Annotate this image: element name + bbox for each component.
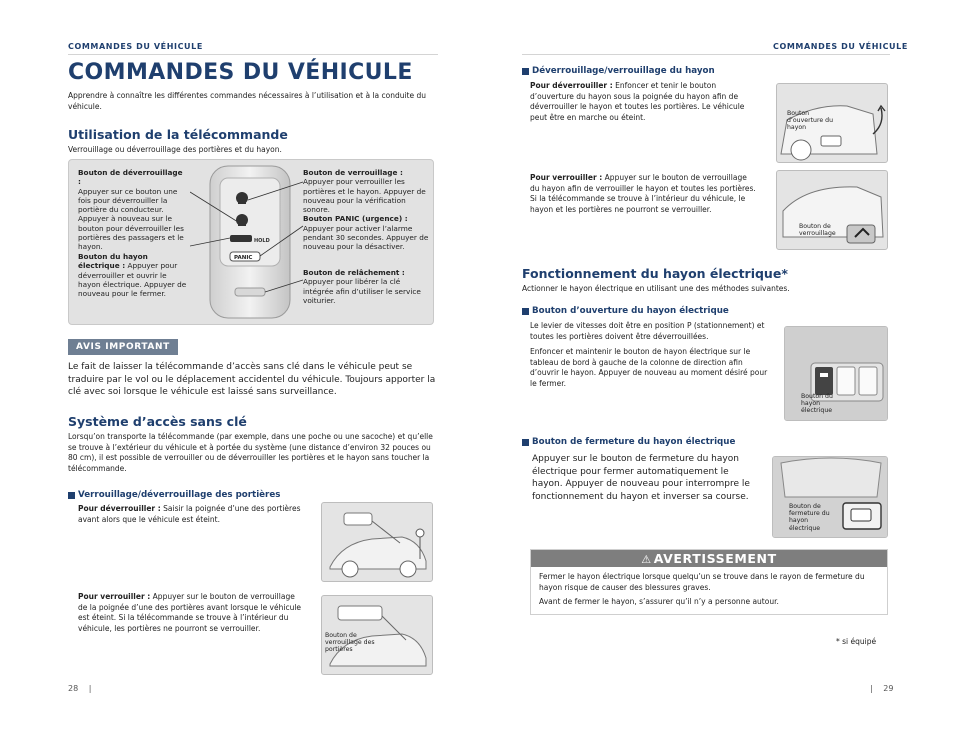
page-title: COMMANDES DU VÉHICULE <box>68 60 413 85</box>
important-notice-badge: AVIS IMPORTANT <box>68 339 178 355</box>
warning-header <box>531 550 887 567</box>
door-handle-unlock-image <box>321 502 433 582</box>
tailgate-heading-text: Déverrouillage/verrouillage du hayon <box>532 66 715 76</box>
door-lock-desc: Appuyer sur le bouton de verrouillage de la poignée d’une des portières avant lorsque le véhicule est éteint. Si la télécommande se trouve à l’intérieur du véhicule, les portières ne pourront se verrouiller. <box>78 592 302 633</box>
right-page-number: | 29 <box>870 684 894 693</box>
door-lock-button-caption: Bouton de verrouillage des portières <box>325 632 375 654</box>
bullet-square-icon <box>68 492 75 499</box>
left-header-rule <box>68 54 438 55</box>
open-button-p1: Le levier de vitesses doit être en position P (stationnement) et toutes les portières doivent être déverrouillées. <box>530 321 765 341</box>
important-notice-text: Le fait de laisser la télécommande d’accès sans clé dans le véhicule peut se traduire par le vol ou le déplacement accidentel du véhicule. Toujours apporter la clé avec soi lorsque le véhicule est laissé sans surveillance. <box>68 362 436 398</box>
bullet-square-icon <box>522 439 529 446</box>
tailgate-close-button-image <box>772 456 888 538</box>
open-button-p2: Enfoncer et maintenir le bouton de hayon électrique sur le tableau de bord à gauche de la colonne de direction afin d’ouvrir le hayon. Appuyer de nouveau au moment désiré pour le fermer. <box>530 347 768 388</box>
power-tailgate-subtitle: Actionner le hayon électrique en utilisant une des méthodes suivantes. <box>522 284 790 293</box>
tailgate-unlock-label: Pour déverrouiller : <box>530 81 613 90</box>
fob-panic-text: PANIC <box>234 255 253 261</box>
unlock-button-label <box>78 168 188 252</box>
dashboard-tailgate-caption: Bouton du hayon électrique <box>801 393 833 415</box>
power-tailgate-heading: Fonctionnement du hayon électrique* <box>522 266 788 281</box>
tailgate-lock-desc: Appuyer sur le bouton de verrouillage du hayon afin de verrouiller le hayon et toutes les portières. Si la télécommande se trouve à l’intérieur du véhicule, le hayon et les portières ne pourront se verrouiller. <box>530 173 756 214</box>
dashboard-tailgate-button-image <box>784 326 888 421</box>
door-unlock-label: Pour déverrouiller : <box>78 504 161 513</box>
warning-box <box>530 549 888 615</box>
close-button-text: Appuyer sur le bouton de fermeture du hayon électrique pour fermer automatiquement le hayon. Appuyer de nouveau pour interrompre le fonctionnement du hayon et inverser sa course. <box>532 454 750 502</box>
keyless-heading: Système d’accès sans clé <box>68 414 247 429</box>
footnote: * si équipé <box>836 637 877 646</box>
tailgate-lock-label: Pour verrouiller : <box>530 173 603 182</box>
remote-heading: Utilisation de la télécommande <box>68 127 288 142</box>
right-header-rule <box>522 54 890 55</box>
hatch-button-title: Bouton du hayon électrique : <box>78 252 148 271</box>
tailgate-heading <box>522 66 715 76</box>
tailgate-open-button-image <box>776 83 888 163</box>
lock-button-title: Bouton de verrouillage : <box>303 168 403 177</box>
unlock-button-text: Appuyer sur ce bouton une fois pour déverrouiller la portière du conducteur. Appuyer à nouveau sur le bouton pour déverrouiller les portières des passagers et le hayon. <box>78 186 184 252</box>
door-unlock-text <box>78 504 308 525</box>
right-running-header: COMMANDES DU VÉHICULE <box>773 42 908 51</box>
warning-title: AVERTISSEMENT <box>653 551 777 566</box>
door-lock-subheading <box>68 490 280 500</box>
left-page-number-value: 28 <box>68 684 79 693</box>
tailgate-close-caption: Bouton de fermeture du hayon électrique <box>789 503 830 532</box>
open-button-heading-text: Bouton d’ouverture du hayon électrique <box>532 306 729 316</box>
door-lock-subheading-text: Verrouillage/déverrouillage des portières <box>78 490 281 500</box>
hatch-button-label <box>78 252 188 298</box>
hatch-button-text: Appuyer pour déverrouiller et ouvrir le hayon électrique. Appuyer de nouveau pour le fermer. <box>78 261 187 299</box>
close-button-heading-text: Bouton de fermeture du hayon électrique <box>532 437 736 447</box>
intro-text: Apprendre à connaître les différentes commandes nécessaires à l’utilisation et à la conduite du véhicule. <box>68 91 427 111</box>
release-button-text: Appuyer pour libérer la clé intégrée afin d’utiliser le service voiturier. <box>303 277 421 305</box>
bullet-square-icon <box>522 308 529 315</box>
keyless-text: Lorsqu’on transporte la télécommande (par exemple, dans une poche ou une sacoche) et qu’elle se trouve à l’extérieur du véhicule et à portée du système (une distance d’environ 32 pouces ou 80 cm), il est possible de verrouiller ou de déverrouiller les portières et le hayon sans toucher la télécommande. <box>68 432 433 473</box>
warning-p2: Avant de fermer le hayon, s’assurer qu’il n’y a personne autour. <box>539 597 779 606</box>
left-running-header: COMMANDES DU VÉHICULE <box>68 42 203 51</box>
remote-subtitle: Verrouillage ou déverrouillage des portières et du hayon. <box>68 145 282 154</box>
lock-button-label <box>303 168 429 252</box>
warning-triangle-icon: ⚠ <box>641 553 652 566</box>
tailgate-unlock-desc: Enfoncer et tenir le bouton d’ouverture du hayon sous la poignée du hayon afin de déverrouiller le hayon et toutes les portières. Le véhicule peut être en marche ou éteint. <box>530 81 745 122</box>
open-button-heading <box>522 306 729 316</box>
door-lock-button-image <box>321 595 433 675</box>
tailgate-open-caption: Bouton d’ouverture du hayon <box>787 110 833 132</box>
panic-button-title: Bouton PANIC (urgence) : <box>303 214 408 224</box>
release-button-title: Bouton de relâchement : <box>303 268 405 277</box>
panic-button-text: Appuyer pour activer l’alarme pendant 30 secondes. Appuyer de nouveau pour la désactiver. <box>303 223 429 252</box>
door-lock-label: Pour verrouiller : <box>78 592 151 601</box>
lock-button-text: Appuyer pour verrouiller les portières et le hayon. Appuyer de nouveau pour la vérification sonore. <box>303 177 426 215</box>
door-unlock-desc: Saisir la poignée d’une des portières avant alors que le véhicule est éteint. <box>78 504 301 524</box>
key-fob-illustration <box>190 160 310 322</box>
right-page-number-value: 29 <box>883 684 894 693</box>
tailgate-lock-text <box>530 173 758 215</box>
unlock-button-title: Bouton de déverrouillage : <box>78 168 183 187</box>
tailgate-unlock-text <box>530 81 760 123</box>
close-button-heading <box>522 437 735 447</box>
left-page-number: 28 | <box>68 684 92 693</box>
tailgate-lock-caption: Bouton de verrouillage <box>799 223 836 238</box>
fob-hold-text: HOLD <box>254 238 270 244</box>
bullet-square-icon <box>522 68 529 75</box>
warning-p1: Fermer le hayon électrique lorsque quelqu’un se trouve dans le rayon de fermeture du hayon risque de causer des blessures graves. <box>539 572 865 592</box>
release-button-label <box>303 268 429 305</box>
door-lock-text <box>78 592 302 634</box>
tailgate-lock-button-image <box>776 170 888 250</box>
